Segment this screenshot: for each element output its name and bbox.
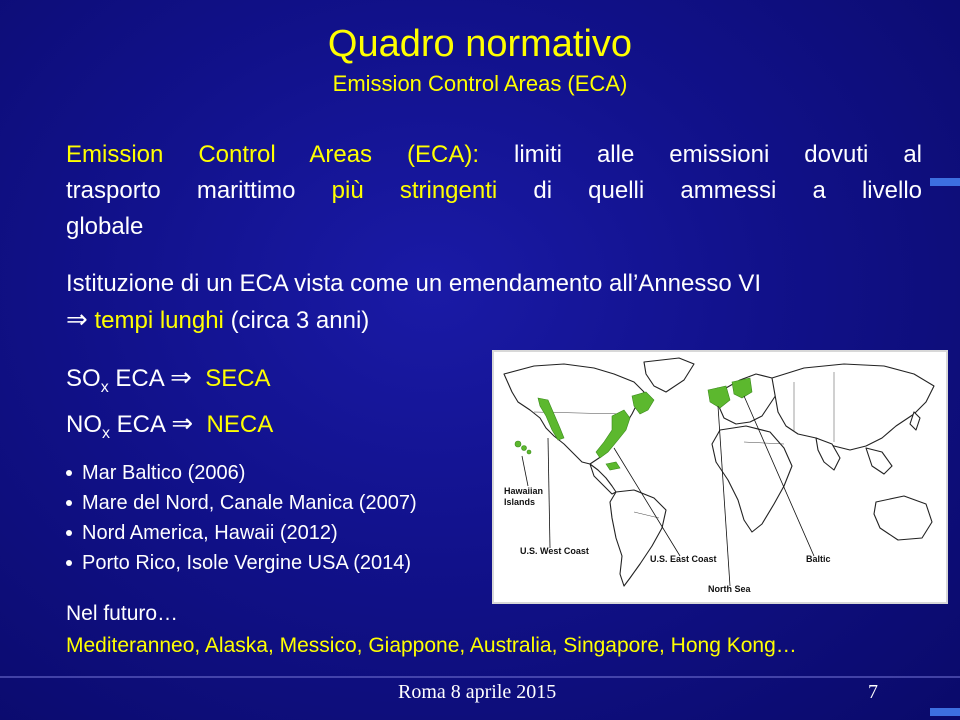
south-america-shape bbox=[610, 490, 666, 586]
eca-world-map bbox=[492, 350, 948, 604]
sox-subscript: x bbox=[100, 379, 109, 396]
future-label: Nel futuro… bbox=[66, 602, 179, 625]
eca-hawaii-2 bbox=[522, 446, 527, 451]
world-map-svg bbox=[494, 352, 946, 602]
bullet-icon bbox=[66, 500, 72, 506]
list-item-text: Nord America, Hawaii (2012) bbox=[82, 522, 338, 544]
nox-arrow: ⇒ bbox=[171, 409, 194, 439]
eca-institution-line-2 bbox=[66, 302, 922, 339]
page-number: 7 bbox=[868, 681, 878, 703]
list-item bbox=[66, 488, 417, 518]
nox-row bbox=[66, 406, 486, 452]
eca-hawaii-3 bbox=[527, 450, 531, 454]
nox-subscript: x bbox=[102, 425, 110, 442]
australia-shape bbox=[874, 496, 932, 540]
eca-types bbox=[66, 360, 486, 452]
decorative-bar-right bbox=[930, 178, 960, 186]
eca-label: Emission Control Areas (ECA): bbox=[66, 141, 480, 168]
eca-definition-text-2b: di quelli ammessi a livello bbox=[533, 177, 922, 204]
future-list: Mediteranneo, Alaska, Messico, Giappone, Australia, Singapore, Hong Kong… bbox=[66, 634, 797, 657]
eca-timeline-list bbox=[66, 458, 417, 578]
list-item bbox=[66, 458, 417, 488]
implies-arrow: ⇒ bbox=[66, 305, 88, 335]
eca-definition bbox=[66, 137, 922, 245]
list-item-text: Porto Rico, Isole Vergine USA (2014) bbox=[82, 552, 412, 574]
sox-row bbox=[66, 360, 486, 406]
slide-subtitle: Emission Control Areas (ECA) bbox=[332, 71, 628, 96]
sox-eca: ECA bbox=[115, 365, 164, 392]
eca-institution-duration: (circa 3 anni) bbox=[230, 307, 370, 334]
bullet-icon bbox=[66, 560, 72, 566]
eca-definition-line-2 bbox=[66, 173, 922, 209]
slide-title: Quadro normativo bbox=[327, 23, 633, 65]
eca-institution bbox=[66, 266, 922, 339]
highlight-long-times: tempi lunghi bbox=[94, 307, 224, 334]
eca-institution-line-1: Istituzione di un ECA vista come un emendamento all’Annesso VI bbox=[66, 270, 762, 297]
list-item bbox=[66, 548, 417, 578]
asia-shape bbox=[772, 364, 934, 450]
list-item bbox=[66, 518, 417, 548]
eca-caribbean bbox=[606, 462, 620, 470]
map-label-north-sea: North Sea bbox=[708, 584, 751, 594]
list-item-text: Mar Baltico (2006) bbox=[82, 462, 246, 484]
map-label-hawaii: Hawaiian Islands bbox=[504, 486, 544, 507]
eca-definition-text-2a: trasporto marittimo bbox=[66, 177, 296, 204]
footer-divider bbox=[0, 676, 960, 678]
eca-canada-east bbox=[632, 392, 654, 414]
map-label-west-coast: U.S. West Coast bbox=[520, 546, 589, 556]
footer-date: Roma 8 aprile 2015 bbox=[398, 681, 557, 703]
neca-label: NECA bbox=[206, 411, 274, 438]
map-label-east-coast: U.S. East Coast bbox=[650, 554, 717, 564]
nox-label: NO bbox=[66, 411, 102, 438]
southeast-asia-shape bbox=[866, 448, 892, 474]
sox-label: SO bbox=[66, 365, 101, 392]
seca-label: SECA bbox=[205, 365, 271, 392]
list-item-text: Mare del Nord, Canale Manica (2007) bbox=[82, 492, 417, 514]
eca-definition-text: limiti alle emissioni dovuti al bbox=[514, 141, 922, 168]
africa-shape bbox=[712, 426, 792, 532]
bullet-icon bbox=[66, 470, 72, 476]
future-section bbox=[66, 598, 922, 662]
decorative-bar-bottom-right bbox=[930, 708, 960, 716]
eca-definition-line-1 bbox=[66, 137, 922, 173]
highlight-stricter: più stringenti bbox=[331, 177, 498, 204]
eca-hawaii-1 bbox=[515, 441, 521, 447]
bullet-icon bbox=[66, 530, 72, 536]
greenland-shape bbox=[644, 358, 694, 392]
map-label-baltic: Baltic bbox=[806, 554, 831, 564]
eca-definition-line-3: globale bbox=[66, 213, 144, 240]
sox-arrow: ⇒ bbox=[170, 363, 192, 393]
nox-eca: ECA bbox=[116, 411, 165, 438]
